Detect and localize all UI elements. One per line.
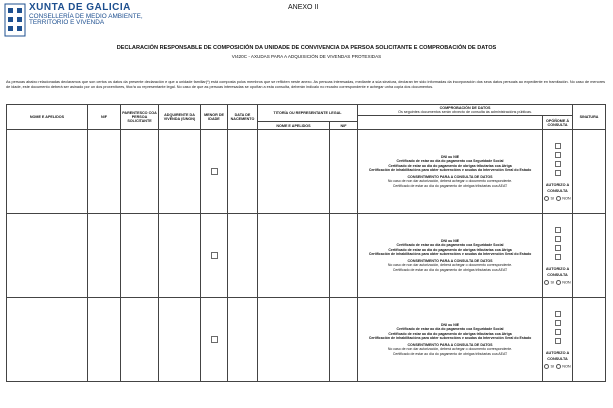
doc-social-security: Certificado de estar ao día do pagamento coa Seguridade Social <box>396 243 504 248</box>
cell-guardian-nif[interactable] <box>330 214 358 298</box>
cell-guardian-name[interactable] <box>258 214 330 298</box>
doc-atriga: Certificado de estar ao día do pagamento de obrigas tributarias coa Atriga <box>388 163 512 168</box>
oppose-checkbox[interactable] <box>555 245 561 251</box>
consent-item: Certificado de estar ao día do pagamento de obrigas tributarias coa AEAT <box>392 267 508 272</box>
consent-title: CONSENTIMENTO PARA A CONSULTA DE DATOS <box>407 258 493 263</box>
cell-relationship[interactable] <box>121 214 159 298</box>
radio-yes-label: SI <box>550 280 555 285</box>
radio-no[interactable] <box>556 280 561 285</box>
oppose-checkbox[interactable] <box>555 143 561 149</box>
cell-oppose <box>543 130 573 214</box>
col-relationship: PARENTESCO COA PERSOA SOLICITANTE <box>121 105 159 130</box>
authorize-radios <box>543 196 572 201</box>
check-title: COMPROBACIÓN DE DATOS <box>439 106 491 110</box>
col-name: NOME E APELIDOS <box>7 105 88 130</box>
doc-social-security: Certificado de estar ao día do pagamento coa Seguridade Social <box>396 327 504 332</box>
consent-block <box>358 343 542 357</box>
radio-no-label: NON <box>562 280 571 285</box>
oppose-checkbox[interactable] <box>555 254 561 260</box>
authorize-label: AUTORIZO A CONSULTA <box>545 266 570 277</box>
authorize-radios <box>543 280 572 285</box>
cell-acquirer[interactable] <box>159 298 201 382</box>
cell-nif[interactable] <box>88 214 121 298</box>
authorize-label: AUTORIZO A CONSULTA <box>545 182 570 193</box>
col-oppose: OPÓÑOME Á CONSULTA <box>543 116 573 130</box>
col-guardian-group: TITORÍA OU REPRESENTANTE LEGAL <box>258 105 358 122</box>
minor-checkbox[interactable] <box>211 168 218 175</box>
cell-guardian-nif[interactable] <box>330 130 358 214</box>
consent-item: Certificado de estar ao día do pagamento de obrigas tributarias coa AEAT <box>392 351 508 356</box>
cell-birthdate[interactable] <box>228 130 258 214</box>
table-row <box>7 214 606 298</box>
cell-name[interactable] <box>7 130 88 214</box>
cell-nif[interactable] <box>88 130 121 214</box>
col-check-group <box>358 105 573 116</box>
doc-atriga: Certificado de estar ao día do pagamento de obrigas tributarias coa Atriga <box>388 331 512 336</box>
doc-dni: DNI ou NIE <box>440 154 460 159</box>
oppose-checkbox[interactable] <box>555 152 561 158</box>
cell-guardian-name[interactable] <box>258 130 330 214</box>
col-acquirer: ADQUIRENTE DA VIVENDA (S/NON) <box>159 105 201 130</box>
dept-line-2: TERRITORIO E VIVENDA <box>29 19 105 27</box>
cell-name[interactable] <box>7 214 88 298</box>
doc-social-security: Certificado de estar ao día do pagamento coa Seguridade Social <box>396 159 504 164</box>
cell-guardian-name[interactable] <box>258 298 330 382</box>
table-row <box>7 298 606 382</box>
intro-paragraph: As persoas abaixo relacionadas declaramos que son certos os datos da presente declaración e que a unidade familiar(*) está composta polos membros que se reflicten neste anexo. As persoas interesadas, mediante a súa sinatura, declaran ter sido informadas da incorporación dos seus datos persoais ao expediente en tramitación. No caso de menores de idade, este documento deberá ser asinado por un dos proxenitores, titor/a ou representante legal. No caso de que as persoas interesadas se opoñan a esta consulta, deberán indicalo no recadro correspondente e achegar unha copia dos documentos. <box>6 80 605 89</box>
document-title: DECLARACIÓN RESPONSABLE DE COMPOSICIÓN DA UNIDADE DE CONVIVENCIA DA PERSOA SOLICITANTE E COMPROBACIÓN DE DATOS <box>116 45 497 51</box>
cell-minor <box>201 298 228 382</box>
cell-birthdate[interactable] <box>228 214 258 298</box>
oppose-checkbox[interactable] <box>555 236 561 242</box>
minor-checkbox[interactable] <box>211 336 218 343</box>
doc-dni: DNI ou NIE <box>440 322 460 327</box>
consent-title: CONSENTIMENTO PARA A CONSULTA DE DATOS <box>407 174 493 179</box>
radio-yes-label: SI <box>550 196 555 201</box>
doc-intervencion: Certificación de inhabilitacións para obter subvencións e axudas da Intervención Xeral do Estado <box>368 252 532 257</box>
consent-item: Certificado de estar ao día do pagamento de obrigas tributarias coa AEAT <box>392 183 508 188</box>
cell-relationship[interactable] <box>121 298 159 382</box>
col-signature: SINATURA <box>573 105 606 130</box>
doc-atriga: Certificado de estar ao día do pagamento de obrigas tributarias coa Atriga <box>388 247 512 252</box>
cell-signature[interactable] <box>573 214 606 298</box>
col-nif: NIF <box>88 105 121 130</box>
cell-signature[interactable] <box>573 130 606 214</box>
radio-no[interactable] <box>556 196 561 201</box>
org-name: XUNTA DE GALICIA <box>29 2 131 13</box>
doc-intervencion: Certificación de inhabilitacións para obter subvencións e axudas da Intervención Xeral do Estado <box>368 336 532 341</box>
cell-relationship[interactable] <box>121 130 159 214</box>
org-block <box>29 3 143 27</box>
oppose-checkbox[interactable] <box>555 170 561 176</box>
cell-guardian-nif[interactable] <box>330 298 358 382</box>
dept-line-1: CONSELLERÍA DE MEDIO AMBIENTE, <box>29 12 143 20</box>
table-row <box>7 130 606 214</box>
members-table <box>6 104 606 382</box>
col-minor: MENOR DE IDADE <box>201 105 228 130</box>
xunta-logo-icon <box>4 3 26 37</box>
cell-acquirer[interactable] <box>159 130 201 214</box>
cell-acquirer[interactable] <box>159 214 201 298</box>
cell-name[interactable] <box>7 298 88 382</box>
oppose-checkbox[interactable] <box>555 161 561 167</box>
cell-birthdate[interactable] <box>228 298 258 382</box>
oppose-checkbox[interactable] <box>555 338 561 344</box>
col-guardian-nif: NIF <box>330 122 358 130</box>
col-birthdate: DATA DE NACEMENTO <box>228 105 258 130</box>
cell-oppose <box>543 298 573 382</box>
consent-block <box>358 175 542 189</box>
cell-signature[interactable] <box>573 298 606 382</box>
document-subtitle: VI420C - AXUDAS PARA A ADQUISICIÓN DE VIVENDAS PROTEXIDAS <box>231 54 382 59</box>
annex-label: ANEXO II <box>288 4 319 11</box>
radio-yes-label: SI <box>550 364 555 369</box>
consent-title: CONSENTIMENTO PARA A CONSULTA DE DATOS <box>407 342 493 347</box>
consent-block <box>358 259 542 273</box>
doc-dni: DNI ou NIE <box>440 238 460 243</box>
consent-text: No caso de non dar autorización, deberá achegar o documento correspondente. <box>387 263 513 268</box>
oppose-checkbox[interactable] <box>555 311 561 317</box>
doc-intervencion: Certificación de inhabilitacións para obter subvencións e axudas da Intervención Xeral do Estado <box>368 168 532 173</box>
authorize-label: AUTORIZO A CONSULTA <box>545 350 570 361</box>
oppose-checkbox[interactable] <box>555 227 561 233</box>
oppose-checkbox[interactable] <box>555 320 561 326</box>
cell-minor <box>201 214 228 298</box>
minor-checkbox[interactable] <box>211 252 218 259</box>
cell-oppose <box>543 214 573 298</box>
cell-documents <box>358 130 543 214</box>
radio-no-label: NON <box>562 196 571 201</box>
col-guardian-name: NOME E APELIDOS <box>258 122 330 130</box>
radio-yes[interactable] <box>544 196 549 201</box>
authorize-radios <box>543 364 572 369</box>
radio-no-label: NON <box>562 364 571 369</box>
radio-yes[interactable] <box>544 364 549 369</box>
cell-documents <box>358 214 543 298</box>
cell-minor <box>201 130 228 214</box>
consent-text: No caso de non dar autorización, deberá achegar o documento correspondente. <box>387 179 513 184</box>
oppose-checkbox[interactable] <box>555 329 561 335</box>
consent-text: No caso de non dar autorización, deberá achegar o documento correspondente. <box>387 347 513 352</box>
radio-no[interactable] <box>556 364 561 369</box>
radio-yes[interactable] <box>544 280 549 285</box>
check-subtitle: Os seguintes documentos serán obxecto de consulta ás administracións públicas. <box>398 110 532 114</box>
document-header <box>0 0 613 40</box>
cell-nif[interactable] <box>88 298 121 382</box>
cell-documents <box>358 298 543 382</box>
col-doc-spacer <box>358 116 543 130</box>
